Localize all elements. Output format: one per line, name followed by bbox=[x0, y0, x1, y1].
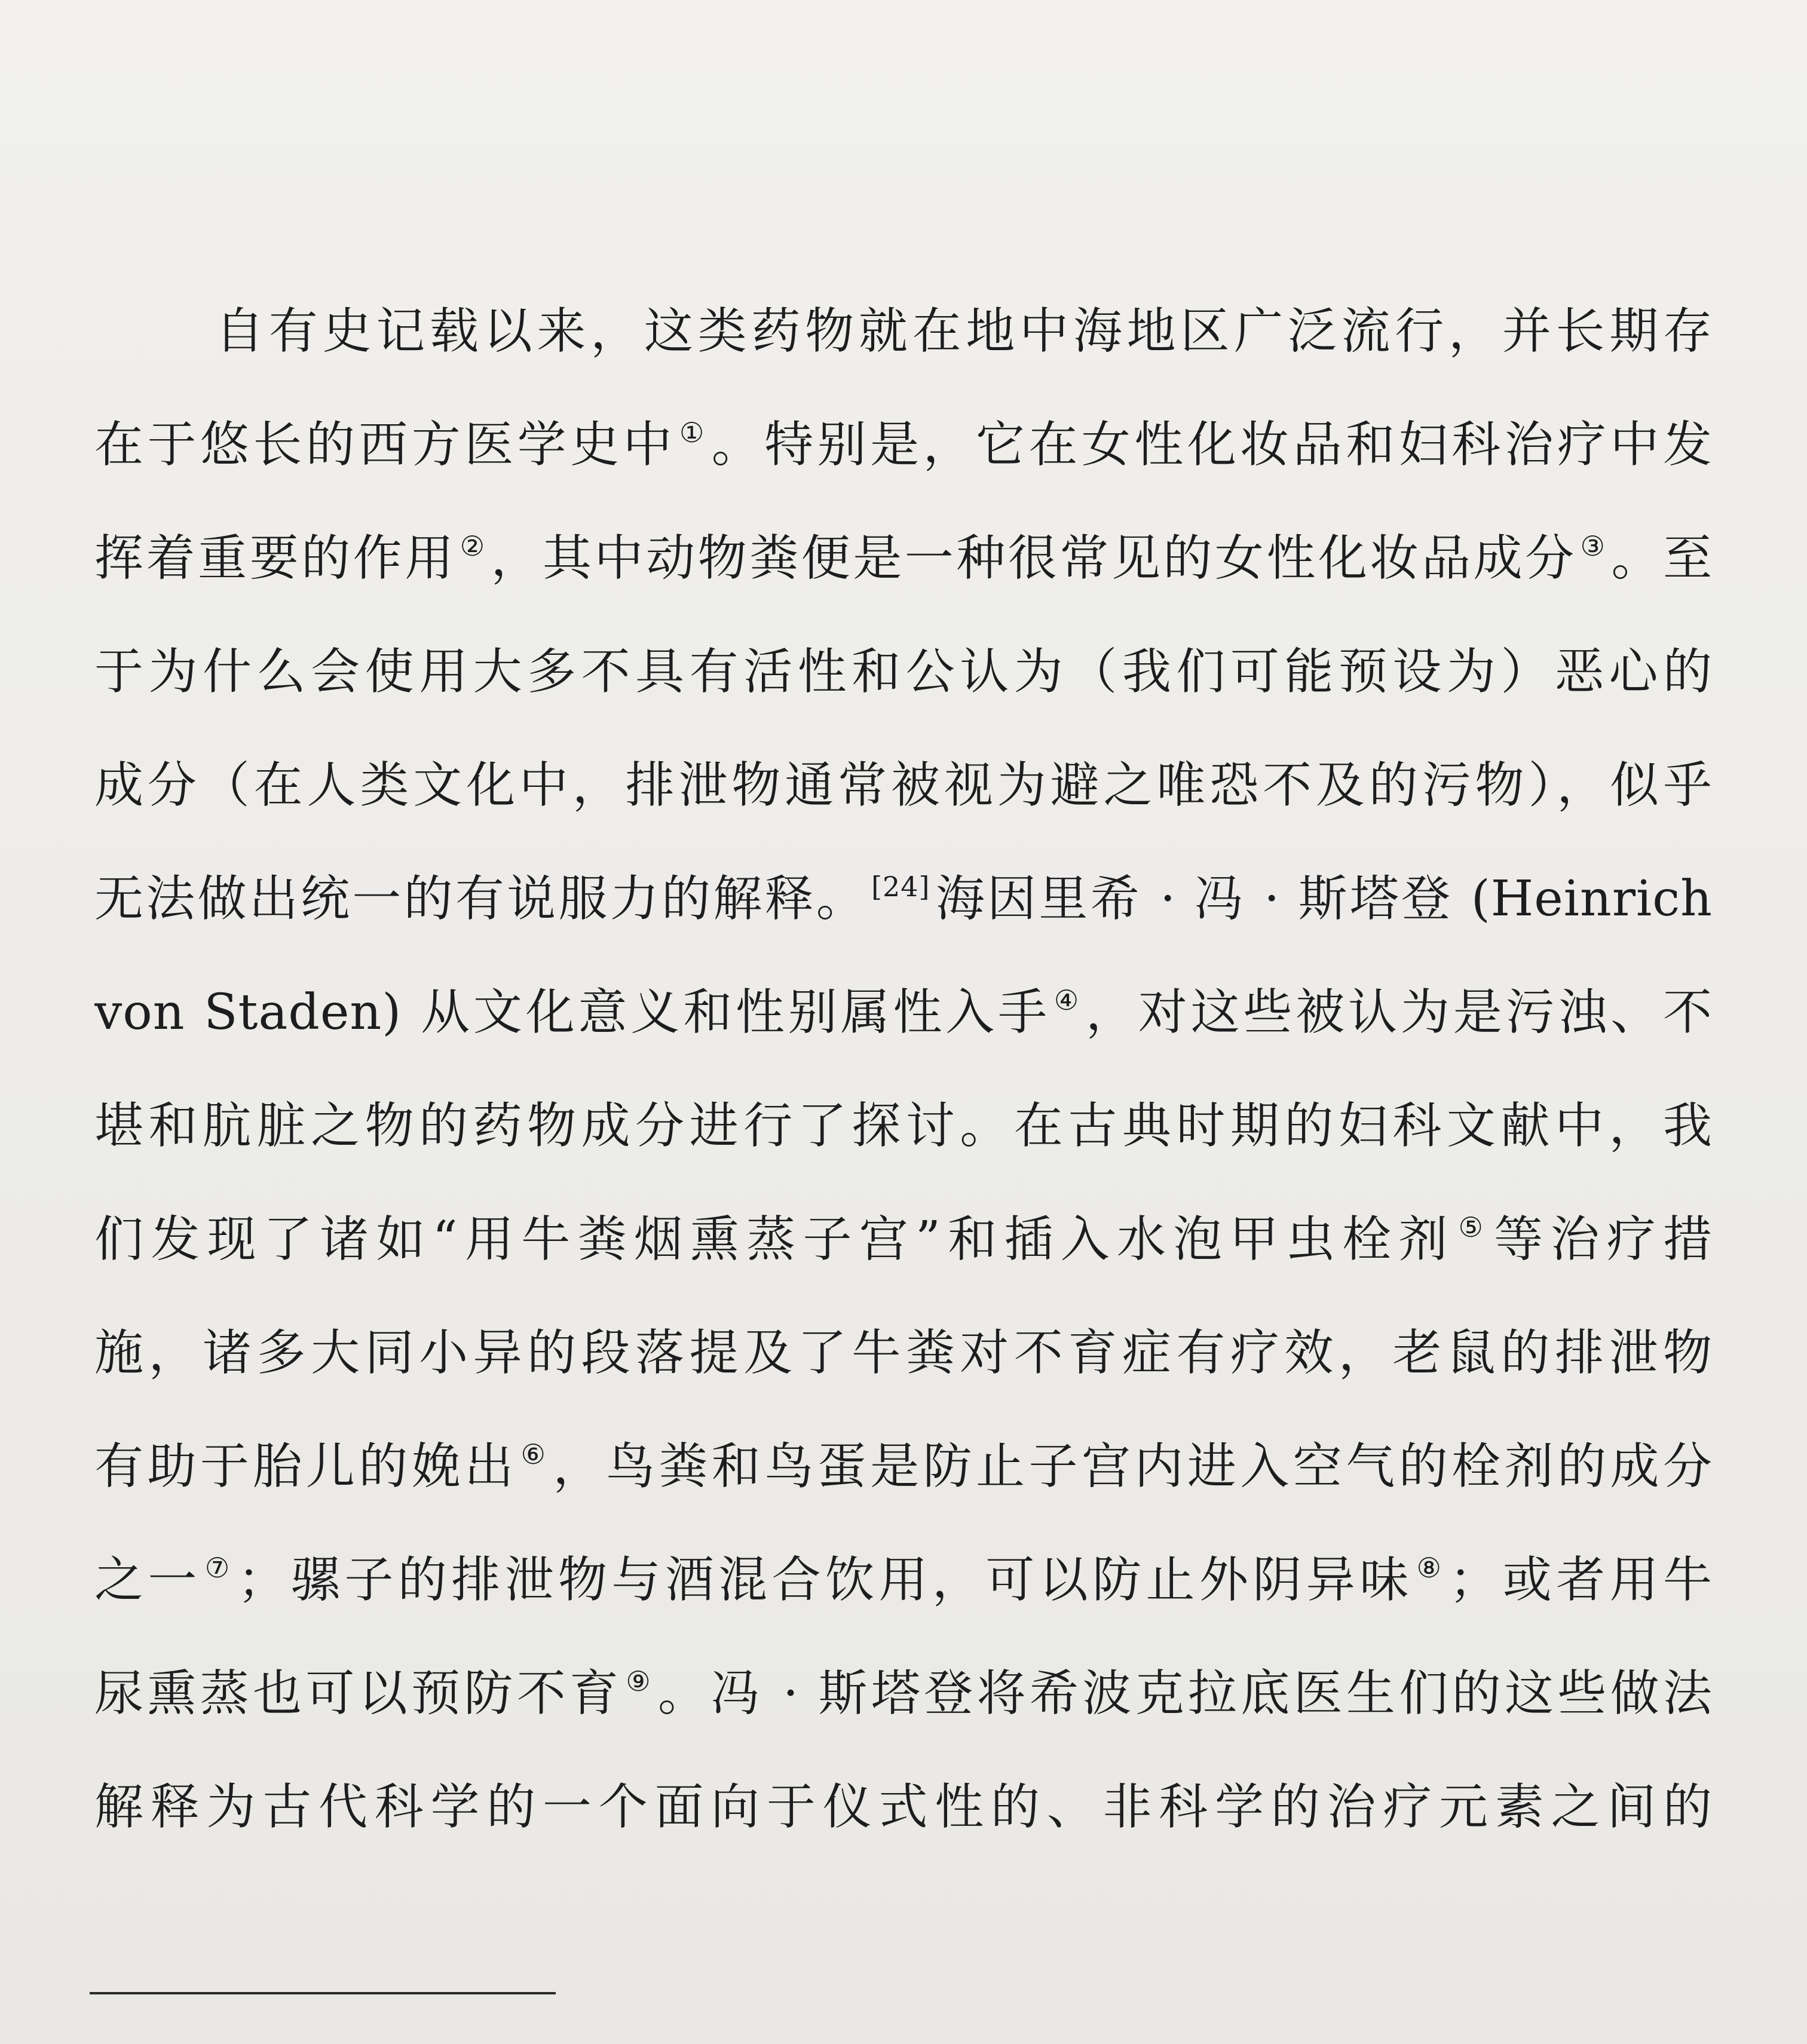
text-segment: 。特别是，它在女性化妆品和妇科治疗中发 bbox=[711, 416, 1713, 473]
text-line bbox=[94, 529, 1713, 589]
text-line bbox=[215, 302, 1713, 361]
text-segment: 自有史记载以来，这类药物就在地中海地区广泛流行，并长期存 bbox=[215, 303, 1713, 360]
footnote-marker: ③ bbox=[1580, 530, 1608, 562]
footnote-marker: ⑤ bbox=[1458, 1211, 1491, 1243]
text-segment: 等治疗措 bbox=[1494, 1211, 1713, 1268]
text-segment: 挥着重要的作用 bbox=[94, 530, 457, 587]
text-segment: 无法做出统一的有说服力的解释。 bbox=[94, 871, 868, 927]
text-segment: 们发现了诸如“用牛粪烟熏蒸子宫”和插入水泡甲虫栓剂 bbox=[94, 1211, 1455, 1268]
footnote-marker: ⑥ bbox=[520, 1438, 550, 1470]
footnote-marker: ⑦ bbox=[204, 1552, 234, 1584]
text-segment: ，鸟粪和鸟蛋是防止子宫内进入空气的栓剂的成分 bbox=[553, 1438, 1713, 1495]
footnote-marker: ① bbox=[679, 416, 708, 449]
text-line bbox=[94, 1437, 1713, 1497]
endnote-marker: [24] bbox=[871, 871, 930, 903]
text-line bbox=[94, 642, 1713, 702]
text-segment: 。至 bbox=[1611, 530, 1713, 587]
text-line bbox=[94, 756, 1713, 816]
text-segment: 成分（在人类文化中，排泄物通常被视为避之唯恐不及的污物），似乎 bbox=[94, 757, 1713, 814]
footnote-separator-rule bbox=[90, 1992, 556, 1994]
text-segment: 尿熏蒸也可以预防不育 bbox=[94, 1665, 623, 1722]
text-segment: ，其中动物粪便是一种很常见的女性化妆品成分 bbox=[491, 530, 1577, 587]
text-segment: von Staden) 从文化意义和性别属性入手 bbox=[94, 984, 1050, 1041]
text-segment: ；或者用牛 bbox=[1449, 1552, 1713, 1608]
text-segment: 堪和肮脏之物的药物成分进行了探讨。在古典时期的妇科文献中，我 bbox=[94, 1098, 1713, 1154]
text-segment: ；骡子的排泄物与酒混合饮用，可以防止外阴异味 bbox=[237, 1552, 1413, 1608]
text-line bbox=[94, 1778, 1713, 1837]
text-line bbox=[94, 1550, 1713, 1610]
text-segment: 施，诸多大同小异的段落提及了牛粪对不育症有疗效，老鼠的排泄物 bbox=[94, 1325, 1713, 1381]
text-segment: 之一 bbox=[94, 1552, 201, 1608]
text-segment: 在于悠长的西方医学史中 bbox=[94, 416, 676, 473]
text-line bbox=[94, 1210, 1713, 1270]
text-segment: 有助于胎儿的娩出 bbox=[94, 1438, 517, 1495]
text-segment: ，对这些被认为是污浊、不 bbox=[1085, 984, 1713, 1041]
footnote-marker: ④ bbox=[1053, 984, 1082, 1016]
footnote-marker: ⑧ bbox=[1416, 1552, 1446, 1584]
footnote-marker: ⑨ bbox=[626, 1665, 654, 1697]
footnote-marker: ② bbox=[460, 530, 488, 562]
text-line bbox=[94, 869, 1713, 929]
text-segment: 于为什么会使用大多不具有活性和公认为（我们可能预设为）恶心的 bbox=[94, 643, 1713, 700]
text-line bbox=[94, 415, 1713, 475]
text-segment: 。冯 · 斯塔登将希波克拉底医生们的这些做法 bbox=[657, 1665, 1713, 1722]
text-line bbox=[94, 983, 1713, 1043]
text-line bbox=[94, 1664, 1713, 1724]
text-line bbox=[94, 1096, 1713, 1156]
text-line bbox=[94, 1323, 1713, 1383]
text-segment: 解释为古代科学的一个面向于仪式性的、非科学的治疗元素之间的 bbox=[94, 1779, 1713, 1835]
text-segment: 海因里希 · 冯 · 斯塔登 (Heinrich bbox=[933, 871, 1713, 927]
